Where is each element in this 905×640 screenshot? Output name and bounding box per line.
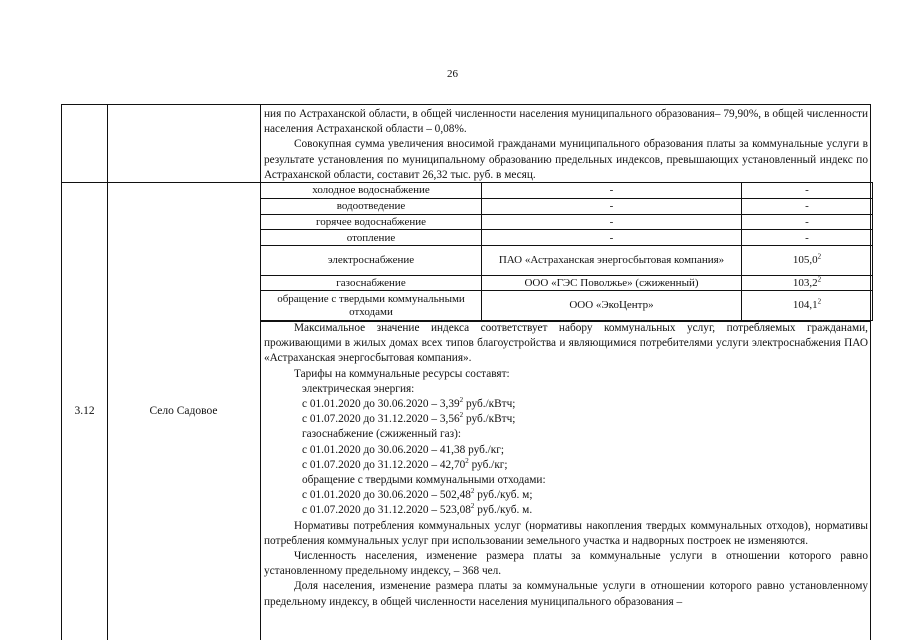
page-number: 26 (447, 68, 458, 80)
table-row (261, 214, 873, 230)
service-index (742, 275, 873, 291)
table-row (261, 275, 873, 291)
text-paragraph: Совокупная сумма увеличения вносимой гражданами муниципального образования платы за коммунальные услуги в результате установления по муниципальному образованию предельных индексов, превышающих установленный индекс по Астраханской области, составит 26,32 тыс. руб. в месяц. (264, 138, 868, 181)
text-paragraph: ния по Астраханской области, в общей численности населения муниципального образования– 79,90%, в общей численности населения Астраханской области – 0,08%. (264, 108, 868, 136)
table-row (261, 183, 873, 199)
service-name: газоснабжение (261, 275, 482, 291)
service-name: отопление (261, 230, 482, 246)
service-index (742, 291, 873, 321)
tariff-line: с 01.07.2020 до 31.12.2020 – 42,70$^2$ руб./кг; (302, 457, 508, 471)
top-text-block (264, 107, 868, 183)
service-provider: - (482, 230, 742, 246)
tariff-line: с 01.07.2020 до 31.12.2020 – 523,08$^2$ руб./куб. м. (302, 502, 533, 517)
service-provider: ПАО «Астраханская энергосбытовая компания» (482, 246, 742, 275)
service-provider: - (482, 214, 742, 230)
table-row (261, 291, 873, 321)
document-table (61, 104, 871, 640)
service-provider: ООО «ГЭС Поволжье» (сжиженный) (482, 275, 742, 291)
service-name: водоотведение (261, 198, 482, 214)
service-index (742, 230, 873, 246)
footnote-mark: 2 (817, 275, 822, 284)
footnote-mark: 2 (817, 252, 822, 261)
place-name: Село Садовое (149, 405, 218, 417)
footnote-mark: 2 (817, 297, 822, 306)
text-paragraph: Максимальное значение индекса соответствует набору коммунальных услуг, потребляемых гражданами, проживающими в жилых домах всех типов благоустройства и являющимися потребителями услуги электроснабжения ПАО «Астраханская энергосбытовая компания». (264, 322, 868, 365)
service-provider: - (482, 183, 742, 199)
tariff-line: с 01.01.2020 до 30.06.2020 – 3,39$^2$ руб./кВтч; (302, 396, 516, 411)
text-paragraph: Численность населения, изменение размера платы за коммунальные услуги в отношении которого равно установленному предельному индексу, – 368 чел. (264, 550, 868, 578)
table-row (261, 198, 873, 214)
service-index (742, 246, 873, 275)
tariff-line: с 01.01.2020 до 30.06.2020 – 41,38 руб./кг; (302, 443, 505, 456)
service-index (742, 198, 873, 214)
service-name: горячее водоснабжение (261, 214, 482, 230)
index-value: - (805, 199, 809, 212)
index-value: - (805, 184, 809, 197)
index-value: 103,2 (792, 276, 818, 289)
text-paragraph: Доля населения, изменение размера платы за коммунальные услуги в отношении которого равно установленному предельному индексу, в общей численности населения муниципального образования – (264, 580, 868, 608)
tariff-label: обращение с твердыми коммунальными отходами: (302, 474, 546, 487)
service-name: обращение с твердыми коммунальными отходами (261, 291, 482, 321)
index-value: 104,1 (792, 299, 818, 312)
index-value: - (805, 231, 809, 244)
table-row (261, 230, 873, 246)
tariff-line: с 01.07.2020 до 31.12.2020 – 3,56$^2$ руб./кВтч; (302, 411, 516, 426)
row-number: 3.12 (74, 405, 95, 417)
tariff-label: газоснабжение (сжиженный газ): (302, 428, 461, 441)
tariffs-intro: Тарифы на коммунальные ресурсы составят: (294, 367, 510, 380)
service-name: холодное водоснабжение (261, 183, 482, 199)
services-table (260, 182, 873, 321)
table-row (261, 246, 873, 275)
service-index (742, 183, 873, 199)
text-paragraph: Нормативы потребления коммунальных услуг (нормативы накопления твердых коммунальных отходов), нормативы потребления коммунальных услуг при использовании земельного участка и надворных построек не изменяются. (264, 519, 868, 547)
service-index (742, 214, 873, 230)
index-value: - (805, 215, 809, 228)
service-provider: - (482, 198, 742, 214)
service-provider: ООО «ЭкоЦентр» (482, 291, 742, 321)
tariff-line: с 01.01.2020 до 30.06.2020 – 502,48$^2$ руб./куб. м; (302, 487, 533, 502)
service-name: электроснабжение (261, 246, 482, 275)
index-value: 105,0 (792, 254, 818, 267)
tariff-label: электрическая энергия: (302, 382, 415, 395)
bottom-text-block (264, 321, 868, 610)
